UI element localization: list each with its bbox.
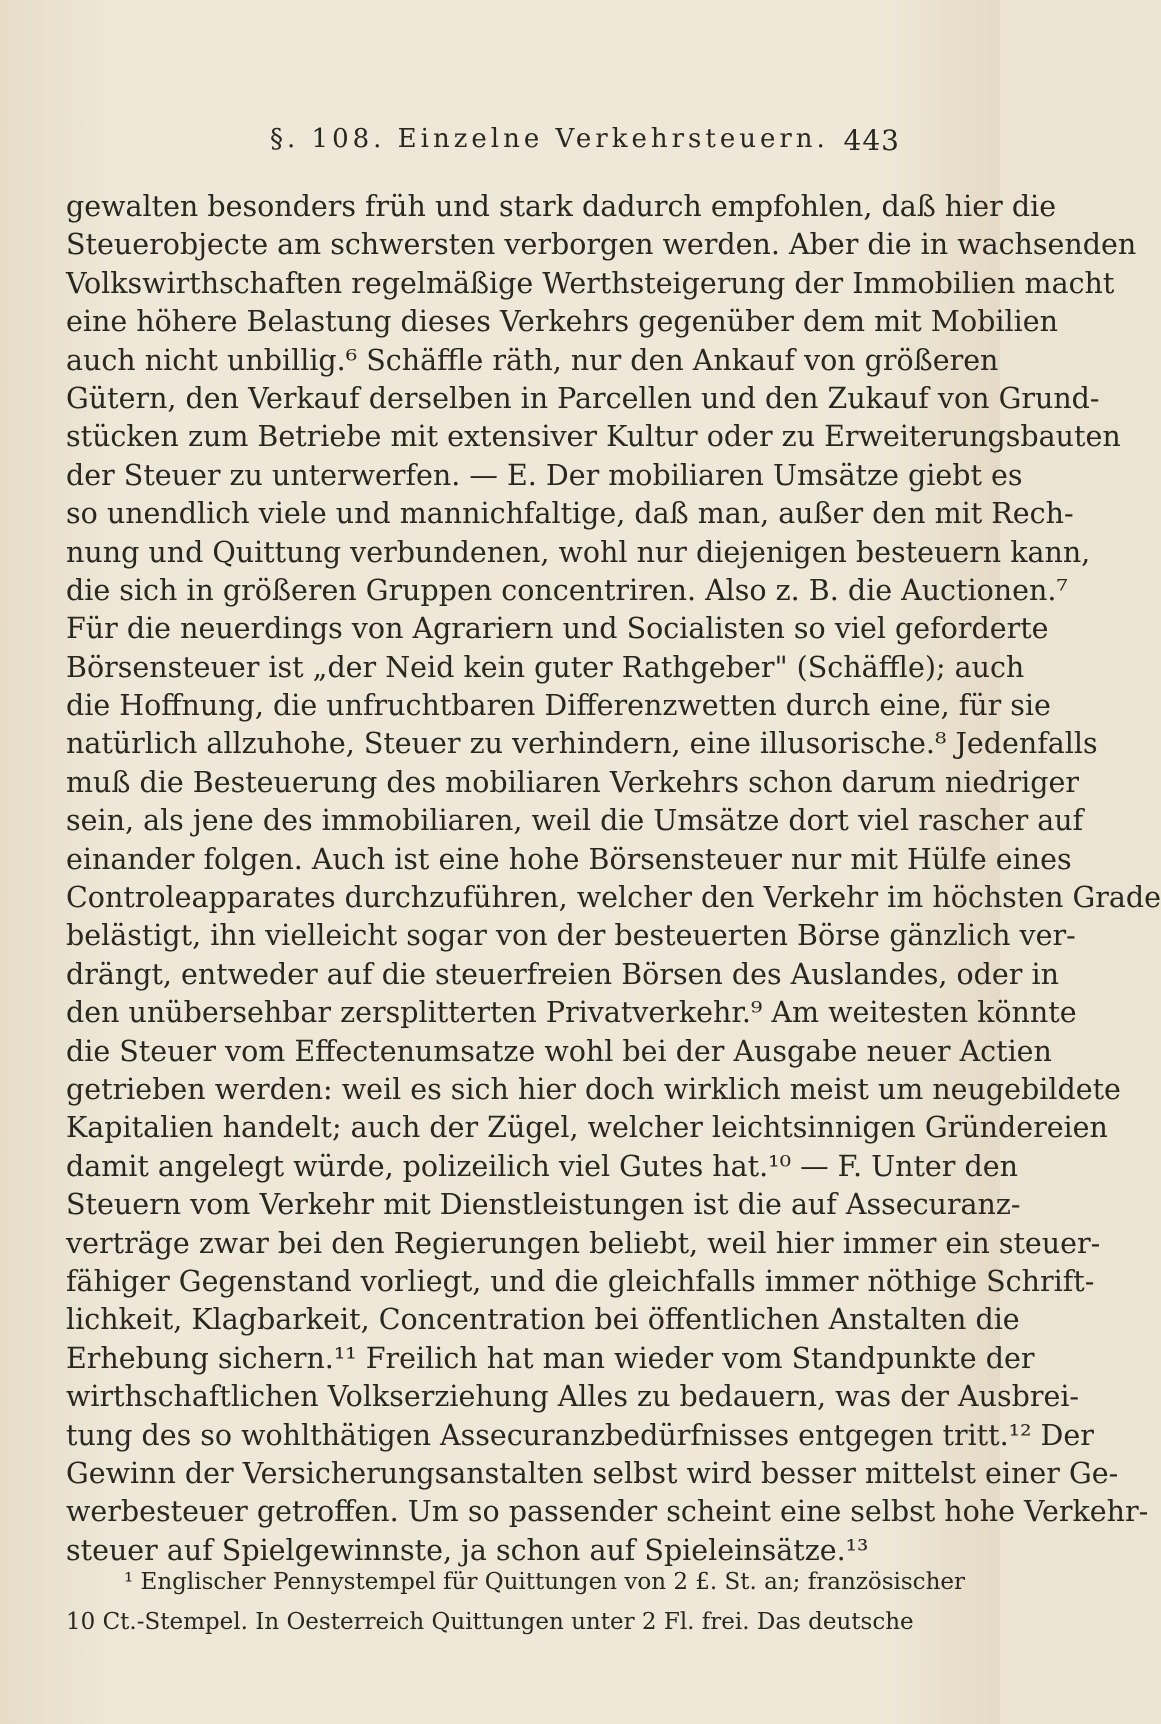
page-header [70, 124, 900, 164]
text-line: Börsensteuer ist „der Neid kein guter Rathgeber" (Schäffle); auch [66, 650, 1025, 684]
text-line: gewalten besonders früh und stark dadurch empfohlen, daß hier die [66, 190, 1057, 223]
text-line: getrieben werden: weil es sich hier doch wirklich meist um neugebildete [66, 1072, 1121, 1106]
footnote-line: 10 Ct.-Stempel. In Oesterreich Quittungen unter 2 Fl. frei. Das deutsche [66, 1609, 914, 1635]
main-text [66, 188, 1161, 1570]
text-line: Steuern vom Verkehr mit Dienstleistungen ist die auf Assecuranz- [66, 1188, 1021, 1222]
text-line: die Hoffnung, die unfruchtbaren Differenzwetten durch eine, für sie [66, 689, 1051, 723]
text-line: den unübersehbar zersplitterten Privatverkehr.⁹ Am weitesten könnte [66, 996, 1077, 1030]
text-line: Gütern, den Verkauf derselben in Parcellen und den Zukauf von Grund- [66, 381, 1100, 415]
text-line: tung des so wohlthätigen Assecuranzbedürfnisses entgegen tritt.¹² Der [66, 1418, 1094, 1452]
text-line: Für die neuerdings von Agrariern und Socialisten so viel geforderte [66, 612, 1049, 646]
page-number: 443 [843, 124, 900, 157]
text-line: der Steuer zu unterwerfen. — E. Der mobiliaren Umsätze giebt es [66, 458, 1023, 492]
text-line: die Steuer vom Effectenumsatze wohl bei der Ausgabe neuer Actien [66, 1034, 1052, 1068]
text-line: Gewinn der Versicherungsanstalten selbst wird besser mittelst einer Ge- [66, 1456, 1119, 1490]
text-line: Volkswirthschaften regelmäßige Werthsteigerung der Immobilien macht [66, 266, 1115, 300]
text-line: eine höhere Belastung dieses Verkehrs gegenüber dem mit Mobilien [66, 305, 1058, 339]
text-line: belästigt, ihn vielleicht sogar von der besteuerten Börse gänzlich ver- [66, 919, 1076, 953]
text-line: Erhebung sichern.¹¹ Freilich hat man wieder vom Standpunkte der [66, 1341, 1035, 1375]
text-line: Kapitalien handelt; auch der Zügel, welcher leichtsinnigen Gründereien [66, 1111, 1108, 1145]
text-line: Steuerobjecte am schwersten verborgen werden. Aber die in wachsenden [66, 228, 1137, 262]
footnote-line: ¹ Englischer Pennystempel für Quittungen von 2 £. St. an; französischer [124, 1569, 965, 1595]
text-line: werbesteuer getroffen. Um so passender scheint eine selbst hohe Verkehr- [66, 1495, 1149, 1529]
text-line: auch nicht unbillig.⁶ Schäffle räth, nur den Ankauf von größeren [66, 343, 999, 377]
text-line: stücken zum Betriebe mit extensiver Kultur oder zu Erweiterungsbauten [66, 420, 1121, 454]
text-line: muß die Besteuerung des mobiliaren Verkehrs schon darum niedriger [66, 765, 1079, 799]
text-line: drängt, entweder auf die steuerfreien Börsen des Auslandes, oder in [66, 957, 1059, 991]
text-line: damit angelegt würde, polizeilich viel Gutes hat.¹⁰ — F. Unter den [66, 1149, 1018, 1183]
text-line: die sich in größeren Gruppen concentriren. Also z. B. die Auctionen.⁷ [66, 573, 1068, 607]
text-line: wirthschaftlichen Volkserziehung Alles zu bedauern, was der Ausbrei- [66, 1380, 1080, 1414]
text-line: lichkeit, Klagbarkeit, Concentration bei öffentlichen Anstalten die [66, 1303, 1020, 1337]
running-title: §. 108. Einzelne Verkehrsteuern. [270, 124, 829, 154]
text-line: verträge zwar bei den Regierungen beliebt, weil hier immer ein steuer- [66, 1226, 1101, 1260]
text-line: nung und Quittung verbundenen, wohl nur diejenigen besteuern kann, [66, 535, 1091, 569]
text-line: sein, als jene des immobiliaren, weil die Umsätze dort viel rascher auf [66, 804, 1084, 838]
text-line: so unendlich viele und mannichfaltige, daß man, außer den mit Rech- [66, 497, 1074, 531]
footnotes [66, 1562, 965, 1642]
text-line: fähiger Gegenstand vorliegt, und die gleichfalls immer nöthige Schrift- [66, 1264, 1095, 1298]
text-line: Controleapparates durchzuführen, welcher den Verkehr im höchsten Grade [66, 881, 1161, 915]
text-line: natürlich allzuhohe, Steuer zu verhindern, eine illusorische.⁸ Jedenfalls [66, 727, 1098, 761]
text-line: steuer auf Spielgewinnste, ja schon auf Spieleinsätze.¹³ [66, 1533, 869, 1567]
text-line: einander folgen. Auch ist eine hohe Börsensteuer nur mit Hülfe eines [66, 842, 1072, 876]
